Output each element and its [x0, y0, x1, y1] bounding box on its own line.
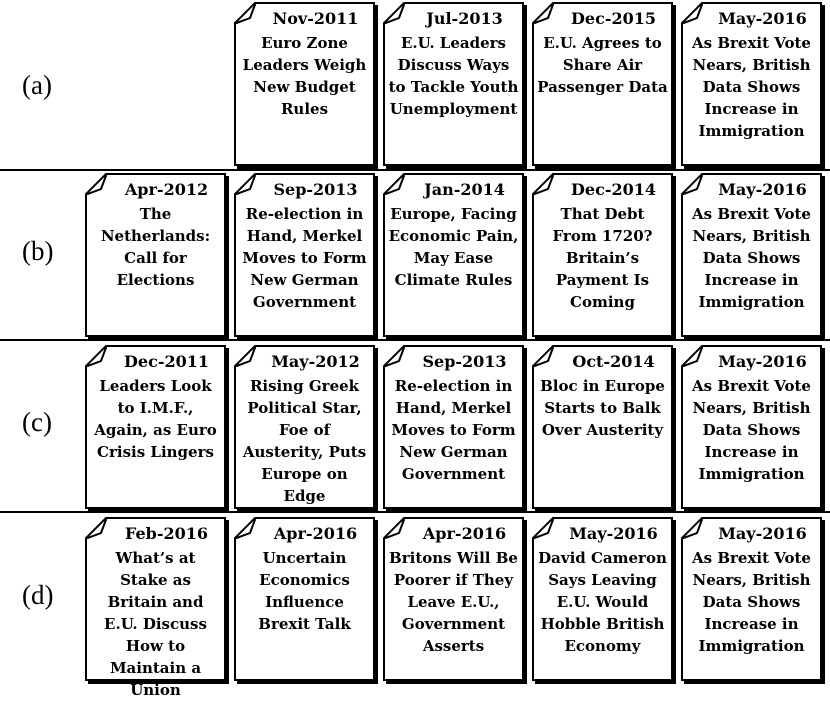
card-date: May-2016 — [569, 524, 658, 543]
news-card — [681, 173, 822, 337]
card-headline: E.U. Leaders Discuss Ways to Tackle Youth Unemployment — [388, 34, 519, 118]
card-date: May-2012 — [271, 352, 360, 371]
page-fold-icon — [681, 173, 703, 195]
page-fold-icon — [85, 173, 107, 195]
news-card — [532, 517, 673, 681]
card-date: May-2016 — [718, 180, 807, 199]
card-headline: David Cameron Says Leaving E.U. Would Hobble British Economy — [538, 549, 667, 655]
card-headline: Euro Zone Leaders Weigh New Budget Rules — [242, 34, 367, 118]
card-headline: E.U. Agrees to Share Air Passenger Data — [537, 34, 668, 96]
card-headline: As Brexit Vote Nears, British Data Shows Increase in Immigration — [692, 205, 811, 311]
card-headline: As Brexit Vote Nears, British Data Shows Increase in Immigration — [692, 377, 811, 483]
card-headline: Europe, Facing Economic Pain, May Ease Climate Rules — [388, 205, 519, 289]
row-label-c: (c) — [22, 407, 52, 437]
page-fold-icon — [681, 517, 703, 539]
card-headline: As Brexit Vote Nears, British Data Shows Increase in Immigration — [692, 34, 811, 140]
row-label-d: (d) — [22, 580, 54, 610]
card-headline: Rising Greek Political Star, Foe of Austerity, Puts Europe on Edge — [242, 377, 367, 505]
card-headline: That Debt From 1720? Britain’s Payment Is Coming — [552, 205, 653, 311]
news-card — [85, 517, 226, 699]
card-date: Apr-2016 — [422, 524, 507, 543]
news-card — [85, 173, 226, 337]
news-card — [383, 2, 524, 166]
card-headline: What’s at Stake as Britain and E.U. Discuss How to Maintain a Union — [104, 549, 207, 699]
news-card — [532, 345, 673, 509]
card-date: Sep-2013 — [422, 352, 507, 371]
row-separator — [0, 169, 830, 171]
news-card — [383, 173, 524, 337]
card-date: Apr-2016 — [273, 524, 358, 543]
card-date: May-2016 — [718, 352, 807, 371]
page-fold-icon — [532, 173, 554, 195]
page-fold-icon — [383, 517, 405, 539]
card-date: Jan-2014 — [424, 180, 505, 199]
page-fold-icon — [532, 2, 554, 24]
card-date: Dec-2014 — [571, 180, 656, 199]
row-label-b: (b) — [22, 236, 54, 266]
card-date: Oct-2014 — [572, 352, 655, 371]
card-date: Dec-2015 — [571, 9, 656, 28]
card-date: May-2016 — [718, 524, 807, 543]
card-headline: Bloc in Europe Starts to Balk Over Austerity — [540, 377, 665, 439]
row-label-a: (a) — [22, 70, 52, 100]
page-fold-icon — [234, 517, 256, 539]
card-headline: Re-election in Hand, Merkel Moves to Form New German Government — [242, 205, 367, 311]
page-fold-icon — [85, 517, 107, 539]
card-headline: The Netherlands: Call for Elections — [100, 205, 211, 289]
row-separator — [0, 511, 830, 513]
card-date: Apr-2012 — [124, 180, 209, 199]
page-fold-icon — [383, 345, 405, 367]
news-card — [681, 2, 822, 166]
card-headline: Britons Will Be Poorer if They Leave E.U., Government Asserts — [389, 549, 518, 655]
news-card — [681, 517, 822, 681]
page-fold-icon — [383, 173, 405, 195]
news-card — [383, 517, 524, 681]
news-card — [85, 345, 226, 509]
news-card — [234, 517, 375, 681]
card-headline: Uncertain Economics Influence Brexit Talk — [258, 549, 351, 633]
card-date: Jul-2013 — [426, 9, 503, 28]
card-date: Nov-2011 — [272, 9, 359, 28]
card-headline: Leaders Look to I.M.F., Again, as Euro Crisis Lingers — [94, 377, 217, 461]
card-headline: Re-election in Hand, Merkel Moves to Form New German Government — [391, 377, 516, 483]
page-fold-icon — [234, 2, 256, 24]
card-date: Feb-2016 — [124, 524, 209, 543]
page-fold-icon — [383, 2, 405, 24]
news-card — [681, 345, 822, 509]
page-fold-icon — [681, 345, 703, 367]
card-date: Sep-2013 — [273, 180, 358, 199]
page-fold-icon — [532, 345, 554, 367]
news-card — [234, 345, 375, 509]
news-card — [532, 2, 673, 166]
page-fold-icon — [234, 345, 256, 367]
page-fold-icon — [234, 173, 256, 195]
news-card — [234, 2, 375, 166]
page-fold-icon — [85, 345, 107, 367]
card-date: May-2016 — [718, 9, 807, 28]
news-card — [532, 173, 673, 337]
news-card — [383, 345, 524, 509]
card-date: Dec-2011 — [124, 352, 209, 371]
page-fold-icon — [681, 2, 703, 24]
page-fold-icon — [532, 517, 554, 539]
news-card — [234, 173, 375, 337]
card-headline: As Brexit Vote Nears, British Data Shows Increase in Immigration — [692, 549, 811, 655]
row-separator — [0, 339, 830, 341]
